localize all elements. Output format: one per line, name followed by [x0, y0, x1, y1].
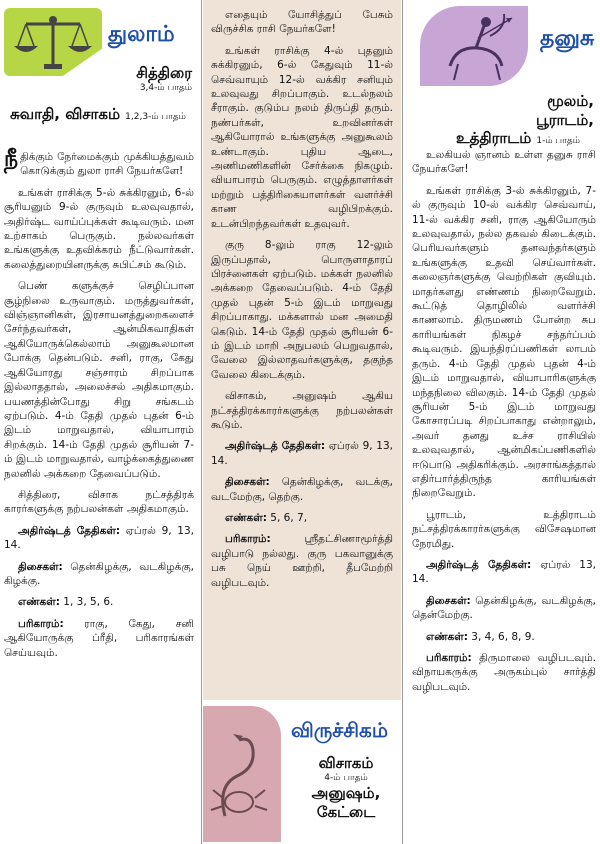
vrischikam-para-2: குரு 8-லும் ராகு 12-லும் இருப்பதால், பொருளாதாரப் பிரச்னைகள் ஏற்படும். மக்கள் நலனில் அக்கறை தேவைப்படும். 4-ம் தேதி முதல் புதன் 5-ம் இடம் மாறுவது சிறப்பாகாது. மக்களால் மன அமைதி கெடும். 14-ம் தேதி முதல் சூரியன் 6-ம் இடம் மாறி அநுபலம் பெறுவதால், வேலை இல்லாதவர்களுக்கு, தகுந்த வேலை கிடைக்கும். [211, 239, 393, 381]
thulam-para-3: சித்திரை, விசாக நட்சத்திரக் காரர்களுக்கு நற்பலன்கள் அதிகமாகும். [4, 488, 194, 516]
vrischikam-para-1: உங்கள் ராசிக்கு 4-ல் புதனும் சுக்கிரனும், 6-ல் கேதுவும் 11-ல் செவ்வாயும் 12-ல் வக்கிர சனியும் உலவுவது சிறப்பாகும். உடல்நலம் சீராகும். குடும்ப நலம் திருப்தி தரும். நண்பர்கள், உறவினர்கள் ஆகியோரால் உங்களுக்கு அனுகூலம் உண்டாகும். புதிய ஆடை, அணிமணிகளின் சேர்க்கை நிகழும். வியாபாரம் பெருகும். எழுத்தாளர்கள் மற்றும் பத்திரிகையாளர்கள் வளர்ச்சி காண வழிபிறக்கும். உடன்பிறந்தவர்கள் உதவுவர். [211, 44, 393, 230]
thulam-lucky-dates: அதிர்ஷ்டத் தேதிகள்: ஏப்ரல் 9, 13, 14. [4, 524, 194, 552]
star-kettai: கேட்டை [316, 803, 376, 821]
star-swathi-visakam: சுவாதி, விசாகம் [10, 105, 121, 123]
vrischikam-remedy: பரிகாரம்: ஸ்ரீதட்சிணாமூர்த்தி வழிபாடு நல்லது. குரு பகவானுக்கு பசு நெய் ஊற்றி, தீபமேற்றி வழிபடவும். [211, 533, 393, 589]
vrischikam-stars [295, 754, 397, 822]
thulam-para-2: பெண் களுக்குச் செழிப்பான சூழ்நிலை உருவாகும். மருத்துவர்கள், விஞ்ஞானிகள், இரசாயனத்துறைகளைச் சேர்ந்தவர்கள், ஆன்மிகவாதிகள் ஆகியோருக்கெல்லாம் அனுகூலமான போக்கு தென்படும். சனி, ராகு, கேது ஆகியோரது சஞ்சாரம் சிறப்பாக இல்லாததால், அலைச்சல் அதிகமாகும். பயணத்தின்போது சிறு சங்கடம் ஏற்படும். 4-ம் தேதி முதல் புதன் 6-ம் இடம் மாறுவதால், வியாபாரம் சிறக்கும். 14-ம் தேதி முதல் சூரியன் 7-ம் இடம் மாறுவதால், வாழ்க்கைத்துணை நலனில் அக்கறை தேவைப்படும். [4, 280, 194, 480]
dhanus-title: தனுசு [540, 26, 595, 51]
vrischikam-title: விருச்சிகம் [291, 718, 388, 742]
vrischikam-directions: திசைகள்: தென்கிழக்கு, வடக்கு, வடமேற்கு, தெற்கு. [211, 476, 394, 503]
thulam-stars-2 [10, 104, 186, 124]
star-visakam-pada: 4-ம் பாதம் [324, 773, 368, 783]
vrischikam-column [203, 0, 401, 844]
dhanus-sign-badge [420, 6, 528, 86]
thulam-stars [136, 64, 192, 94]
dropcap: நீ [4, 147, 19, 172]
archer-icon [420, 6, 528, 86]
star-chithirai: சித்திரை [136, 64, 192, 82]
thulam-sign-badge [4, 8, 102, 76]
dhanus-directions: திசைகள்: தென்கிழக்கு, வடகிழக்கு, தென்மேற்கு. [412, 594, 596, 622]
star-uthiradam: உத்திராடம் [456, 129, 532, 147]
star-anusham: அனுஷம், [311, 784, 381, 802]
column-divider [201, 0, 202, 844]
dhanus-intro: உலகியல் ஞானம் உள்ள தனுசு ராசி நேயர்களே! [412, 149, 596, 176]
dhanus-column [404, 0, 600, 844]
dhanus-numbers: எண்கள்: 3, 4, 6, 8, 9. [426, 630, 535, 643]
vrischikam-lucky-dates: அதிர்ஷ்டத் தேதிகள்: ஏப்ரல் 9, 13, 14. [211, 440, 393, 467]
dhanus-stars-2 [456, 128, 580, 148]
vrischikam-sign-badge [203, 706, 281, 842]
scales-icon [4, 8, 102, 76]
thulam-column [0, 0, 200, 844]
column-divider [402, 0, 403, 844]
star-moolam: மூலம், [547, 92, 594, 110]
star-swathi-pada: 1,2,3-ம் பாதம் [125, 112, 186, 122]
dhanus-para-2: பூராடம், உத்திராடம் நட்சத்திரக்காரர்களுக்கு விசேஷமான நேரமிது. [412, 508, 596, 550]
star-chithirai-pada: 3,4-ம் பாதம் [139, 83, 192, 93]
thulam-directions: திசைகள்: தென்கிழக்கு, வடகிழக்கு, கிழக்கு. [4, 560, 194, 587]
thulam-remedy: பரிகாரம்: ராகு, கேது, சனி ஆகியோருக்கு ப்ரீதி, பரிகாரங்கள் செய்யவும். [4, 617, 194, 659]
thulam-title: துலாம் [108, 22, 175, 47]
dhanus-remedy: பரிகாரம்: திருமாலை வழிபடவும். விநாயகருக்கு அருகம்புல் சார்த்தி வழிபடவும். [412, 652, 596, 693]
star-pooradam: பூராடம், [536, 111, 594, 129]
vrischikam-header-box [203, 700, 401, 844]
thulam-para-1: உங்கள் ராசிக்கு 5-ல் சுக்கிரனும், 6-ல் சூரியனும் 9-ல் குருவும் உலவுவதால், அதிர்ஷ்ட வாய்ப்புக்கள் கூடிவரும். மன உற்சாகம் பெருகும். நல்லவர்கள் உங்களுக்கு உதவிக்கரம் நீட்டுவார்கள். கலைத்துறையினருக்கு சுபிட்சம் கூடும். [4, 186, 194, 271]
dhanus-header [412, 0, 596, 148]
vrischikam-numbers: எண்கள்: 5, 6, 7, [225, 512, 308, 524]
scorpion-icon [203, 706, 281, 842]
dhanus-stars [536, 92, 594, 130]
vrischikam-intro: எதையும் யோசித்துப் பேசும் விருச்சிக ராசி நேயர்களே! [211, 9, 393, 36]
thulam-intro: நீதிக்கும் நேர்மைக்கும் முக்கியத்துவம் கொடுக்கும் துலா ராசி நேயர்களே! [4, 147, 194, 178]
thulam-header [4, 0, 194, 150]
vrischikam-para-3: விசாகம், அனுஷம் ஆகிய நட்சத்திரக்காரர்களுக்கு நற்பலன்கள் கூடும். [211, 390, 393, 431]
dhanus-lucky-dates: அதிர்ஷ்டத் தேதிகள்: ஏப்ரல் 13, 14. [412, 558, 596, 586]
star-uthiradam-pada: 1-ம் பாதம் [536, 136, 580, 146]
dhanus-para-1: உங்கள் ராசிக்கு 3-ல் சுக்கிரனும், 7-ல் குருவும் 10-ல் வக்கிர செவ்வாய், 11-ல் வக்கிர சனி, ராகு ஆகியோரும் உலவுவதால், நல்ல தகவல் கிடைக்கும். பெரியவர்களும் தனவந்தர்களும் உங்களுக்கு உதவி செய்வார்கள். கலைஞர்களுக்கு வெற்றிகள் குவியும். மாதர்களது எண்ணம் நிறைவேறும். கூட்டுத் தொழிலில் வளர்ச்சி காணலாம். திருமணம் போன்ற சுப காரியங்கள் நிகழச் சந்தர்ப்பம் கூடிவரும். இயந்திரப்பணிகள் லாபம் தரும். 4-ம் தேதி முதல் புதன் 4-ம் இடம் மாறுவதால், வியாபாரிகளுக்கு மந்தநிலை விலகும். 14-ம் தேதி முதல் சூரியன் 5-ம் இடம் மாறுவது கோசாரப்படி சிறப்பாகாது என்றாலும், அவர் தனது உச்ச ராசியில் உலவுவதால், ஆன்மிகப்பணிகளில் ஈடுபாடு அதிகரிக்கும். அரசாங்கத்தால் எதிர்பார்த்திருந்த காரியங்கள் நிறைவேறும். [412, 184, 596, 500]
star-visakam: விசாகம் [318, 754, 374, 772]
thulam-numbers: எண்கள்: 1, 3, 5, 6. [18, 596, 114, 609]
